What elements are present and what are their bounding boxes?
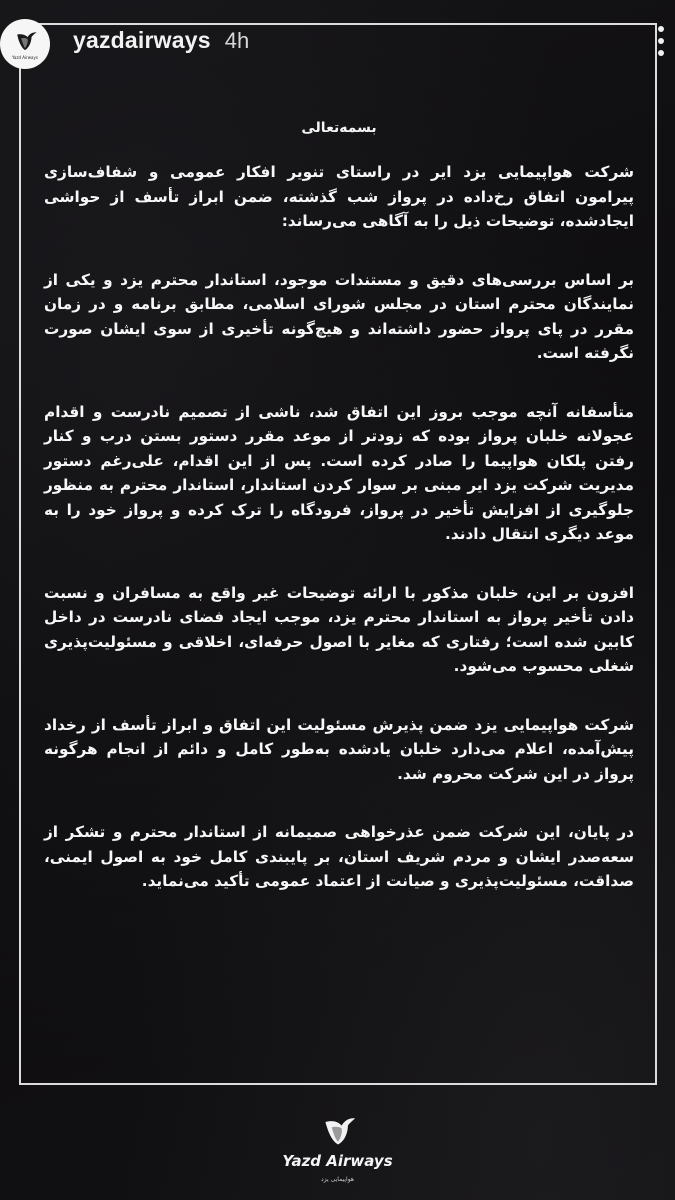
menu-dot xyxy=(658,26,664,32)
story-header xyxy=(73,27,249,54)
avatar-caption: Yazd Airways xyxy=(12,55,38,60)
yazd-airways-tulip-logo-icon xyxy=(12,28,38,54)
paragraph-cause: متأسفانه آنچه موجب بروز این اتفاق شد، ناشی از تصمیم نادرست و اقدام عجولانه خلبان پرواز بوده که زودتر از موعد مقرر دستور بستن درب و کنار رفتن پلکان هواپیما را صادر کرده است. پس از این اقدام، علی‌رغم دستور مدیریت شرکت یزد ایر مبنی بر سوار کردن استاندار، استاندار محترم به منظور جلوگیری از افزایش تأخیر در پرواز، فرودگاه را ترک کرده و پرواز خود را به موعد دیگری انتقال دادند. xyxy=(44,402,634,543)
username-link[interactable]: yazdairways xyxy=(73,27,211,53)
paragraph-decision: شرکت هواپیمایی یزد ضمن پذیرش مسئولیت این اتفاق و ابراز تأسف از رخداد پیش‌آمده، اعلام می‌دارد خلبان یادشده به‌طور کامل و دائم از انجام هرگونه پرواز در این شرکت محروم شد. xyxy=(44,715,634,783)
paragraph-findings: بر اساس بررسی‌های دقیق و مستندات موجود، استاندار محترم یزد و یکی از نمایندگان محترم استان در مجلس شورای اسلامی، مطابق برنامه و در زمان مقرر در پای پرواز حضور داشته‌اند و هیچ‌گونه تأخیری از سوی ایشان صورت نگرفته است. xyxy=(44,270,634,362)
yazd-airways-tulip-logo-icon xyxy=(320,1113,356,1149)
paragraph-intro: شرکت هواپیمایی یزد ایر در راستای تنویر افکار عمومی و شفاف‌سازی پیرامون اتفاق رخ‌داده در پرواز شب گذشته، ضمن ابراز تأسف از حواشی ایجادشده، توضیحات ذیل را به آگاهی می‌رساند: xyxy=(44,163,634,230)
statement-document xyxy=(44,120,634,928)
brand-name: Yazd Airways xyxy=(282,1152,393,1170)
paragraph-conclusion: در پایان، این شرکت ضمن عذرخواهی صمیمانه از استاندار محترم و تشکر از سعه‌صدر ایشان و مردم شریف استان، بر پایبندی کامل خود به اصول ایمنی، صداقت، مسئولیت‌پذیری و صیانت از اعتماد عمومی تأکید می‌نماید. xyxy=(44,823,634,890)
document-heading: بسمه‌تعالی xyxy=(301,120,377,136)
menu-dot xyxy=(658,38,664,44)
profile-avatar[interactable] xyxy=(0,19,50,69)
paragraph-pilot-conduct: افزون بر این، خلبان مذکور با ارائه توضیحات غیر واقع به مسافران و نسبت دادن تأخیر پرواز به استاندار محترم یزد، موجب ایجاد فضای نادرست در داخل کابین شده است؛ رفتاری که مغایر با اصول حرفه‌ای، اخلاقی و مسئولیت‌پذیری شغلی محسوب می‌شود. xyxy=(44,583,634,675)
kebab-menu-icon[interactable] xyxy=(654,26,668,56)
brand-name-persian: هواپیمایی یزد xyxy=(321,1176,354,1183)
menu-dot xyxy=(658,50,664,56)
footer-brand xyxy=(0,1113,675,1183)
post-time: 4h xyxy=(224,28,250,53)
